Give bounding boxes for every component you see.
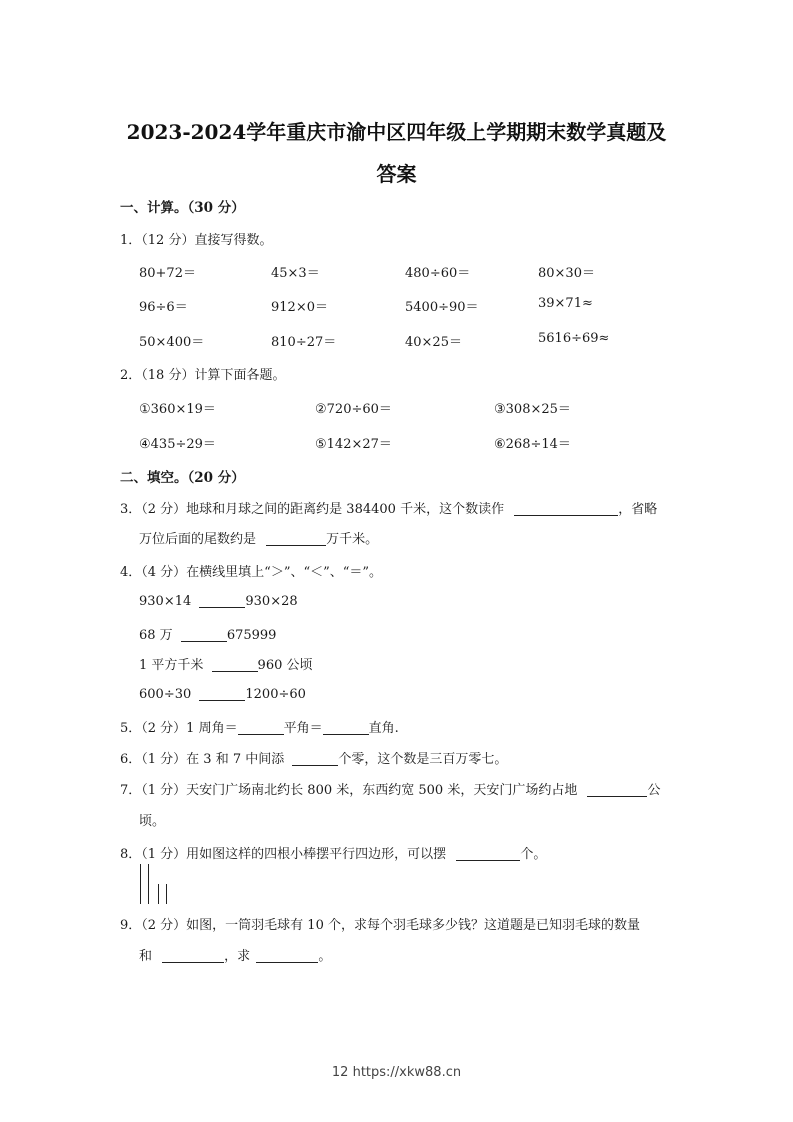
q8-answer-blank[interactable] <box>456 846 520 861</box>
question-3-continued <box>139 528 378 547</box>
short-stick <box>166 884 167 904</box>
q4-right: 960 公顷 <box>257 658 313 673</box>
q4-right: 930×28 <box>245 594 298 609</box>
q2-item: ⑥268÷14＝ <box>494 437 571 452</box>
q8-text: 8．（1 分）用如图这样的四根小棒摆平行四边形，可以摆 <box>120 847 447 862</box>
question-8 <box>120 843 546 862</box>
q4-left: 68 万 <box>139 628 173 643</box>
q1-item: 96÷6＝ <box>139 300 188 315</box>
q9-text: 和 <box>139 949 153 964</box>
q4-left: 930×14 <box>139 594 192 609</box>
q1-item: 480÷60＝ <box>405 266 471 281</box>
q1-item: 40×25＝ <box>405 335 462 350</box>
q6-answer-blank[interactable] <box>292 751 338 766</box>
q5-answer-blank-1[interactable] <box>238 720 284 735</box>
q4-comparison <box>139 686 306 702</box>
q9-answer-blank-1[interactable] <box>162 948 224 963</box>
q2-item: ③308×25＝ <box>494 402 571 417</box>
q2-item: ④435÷29＝ <box>139 437 216 452</box>
page-footer: 12 https://xkw88.cn <box>331 1065 462 1080</box>
q5-text-mid: 平角＝ <box>283 721 323 736</box>
q4-comparison <box>139 654 313 673</box>
q4-answer-blank[interactable] <box>181 627 227 642</box>
q3-text: 3．（2 分）地球和月球之间的距离约是 384400 千米，这个数读作 <box>120 502 505 517</box>
question-9: 9．（2 分）如图，一筒羽毛球有 10 个，求每个羽毛球多少钱？这道题是已知羽毛球的数量 <box>120 918 640 933</box>
question-3 <box>120 498 657 517</box>
document-title-continued: 答案 <box>376 162 417 186</box>
q3-answer-blank-1[interactable] <box>514 501 618 516</box>
q4-answer-blank[interactable] <box>199 593 245 608</box>
q4-comparison <box>139 593 298 609</box>
q5-text-end: 直角. <box>368 721 399 736</box>
q1-item: 80+72＝ <box>139 266 196 281</box>
q7-text: 7．（1 分）天安门广场南北约长 800 米，东西约宽 500 米，天安门广场约占地 <box>120 783 578 798</box>
q6-text-end: 个零，这个数是三百万零七。 <box>338 752 508 767</box>
four-sticks-figure <box>139 862 179 904</box>
question-6 <box>120 748 507 767</box>
q4-left: 600÷30 <box>139 687 192 702</box>
section-calculation-heading: 一、计算。（30 分） <box>120 200 245 216</box>
question-5 <box>120 717 399 736</box>
long-stick <box>140 864 141 904</box>
short-stick <box>158 884 159 904</box>
q4-answer-blank[interactable] <box>199 686 245 701</box>
q7-answer-blank[interactable] <box>587 782 647 797</box>
section-fill-in-heading: 二、填空。（20 分） <box>120 470 245 486</box>
q5-answer-blank-2[interactable] <box>323 720 369 735</box>
q3-answer-blank-2[interactable] <box>266 531 326 546</box>
q2-item: ⑤142×27＝ <box>315 437 392 452</box>
q4-answer-blank[interactable] <box>212 657 258 672</box>
question-4: 4．（4 分）在横线里填上“＞”、“＜”、“＝”。 <box>120 565 383 580</box>
q1-item: 5400÷90＝ <box>405 300 479 315</box>
q4-comparison <box>139 624 276 643</box>
q9-text-mid: ，求 <box>224 949 251 964</box>
q8-text-end: 个。 <box>520 847 547 862</box>
q3-text-unit: 万千米。 <box>326 532 379 547</box>
q4-right: 1200÷60 <box>245 687 306 702</box>
q9-answer-blank-2[interactable] <box>256 948 318 963</box>
q2-item: ①360×19＝ <box>139 402 216 417</box>
q4-left: 1 平方千米 <box>139 658 204 673</box>
question-7-continued: 顷。 <box>139 814 166 829</box>
q1-item: 80×30＝ <box>538 266 595 281</box>
q1-item: 45×3＝ <box>271 266 320 281</box>
question-2: 2．（18 分）计算下面各题。 <box>120 368 286 383</box>
q6-text: 6．（1 分）在 3 和 7 中间添 <box>120 752 285 767</box>
q7-text-end: 公 <box>647 783 661 798</box>
q1-item: 810÷27＝ <box>271 335 337 350</box>
q1-item: 912×0＝ <box>271 300 328 315</box>
q3-text-end: ，省略 <box>618 502 658 517</box>
q1-item: 5616÷69≈ <box>538 331 610 346</box>
q4-right: 675999 <box>226 628 277 643</box>
question-1: 1．（12 分）直接写得数。 <box>120 233 273 248</box>
q5-text: 5．（2 分）1 周角＝ <box>120 721 238 736</box>
q1-item: 39×71≈ <box>538 296 593 311</box>
q1-item: 50×400＝ <box>139 335 205 350</box>
q3-text-line2: 万位后面的尾数约是 <box>139 532 257 547</box>
question-9-continued <box>139 945 331 964</box>
question-7 <box>120 779 661 798</box>
long-stick <box>148 864 149 904</box>
q2-item: ②720÷60＝ <box>315 402 392 417</box>
q9-text-end: 。 <box>318 949 332 964</box>
document-title: 2023-2024学年重庆市渝中区四年级上学期期末数学真题及 <box>126 120 667 144</box>
